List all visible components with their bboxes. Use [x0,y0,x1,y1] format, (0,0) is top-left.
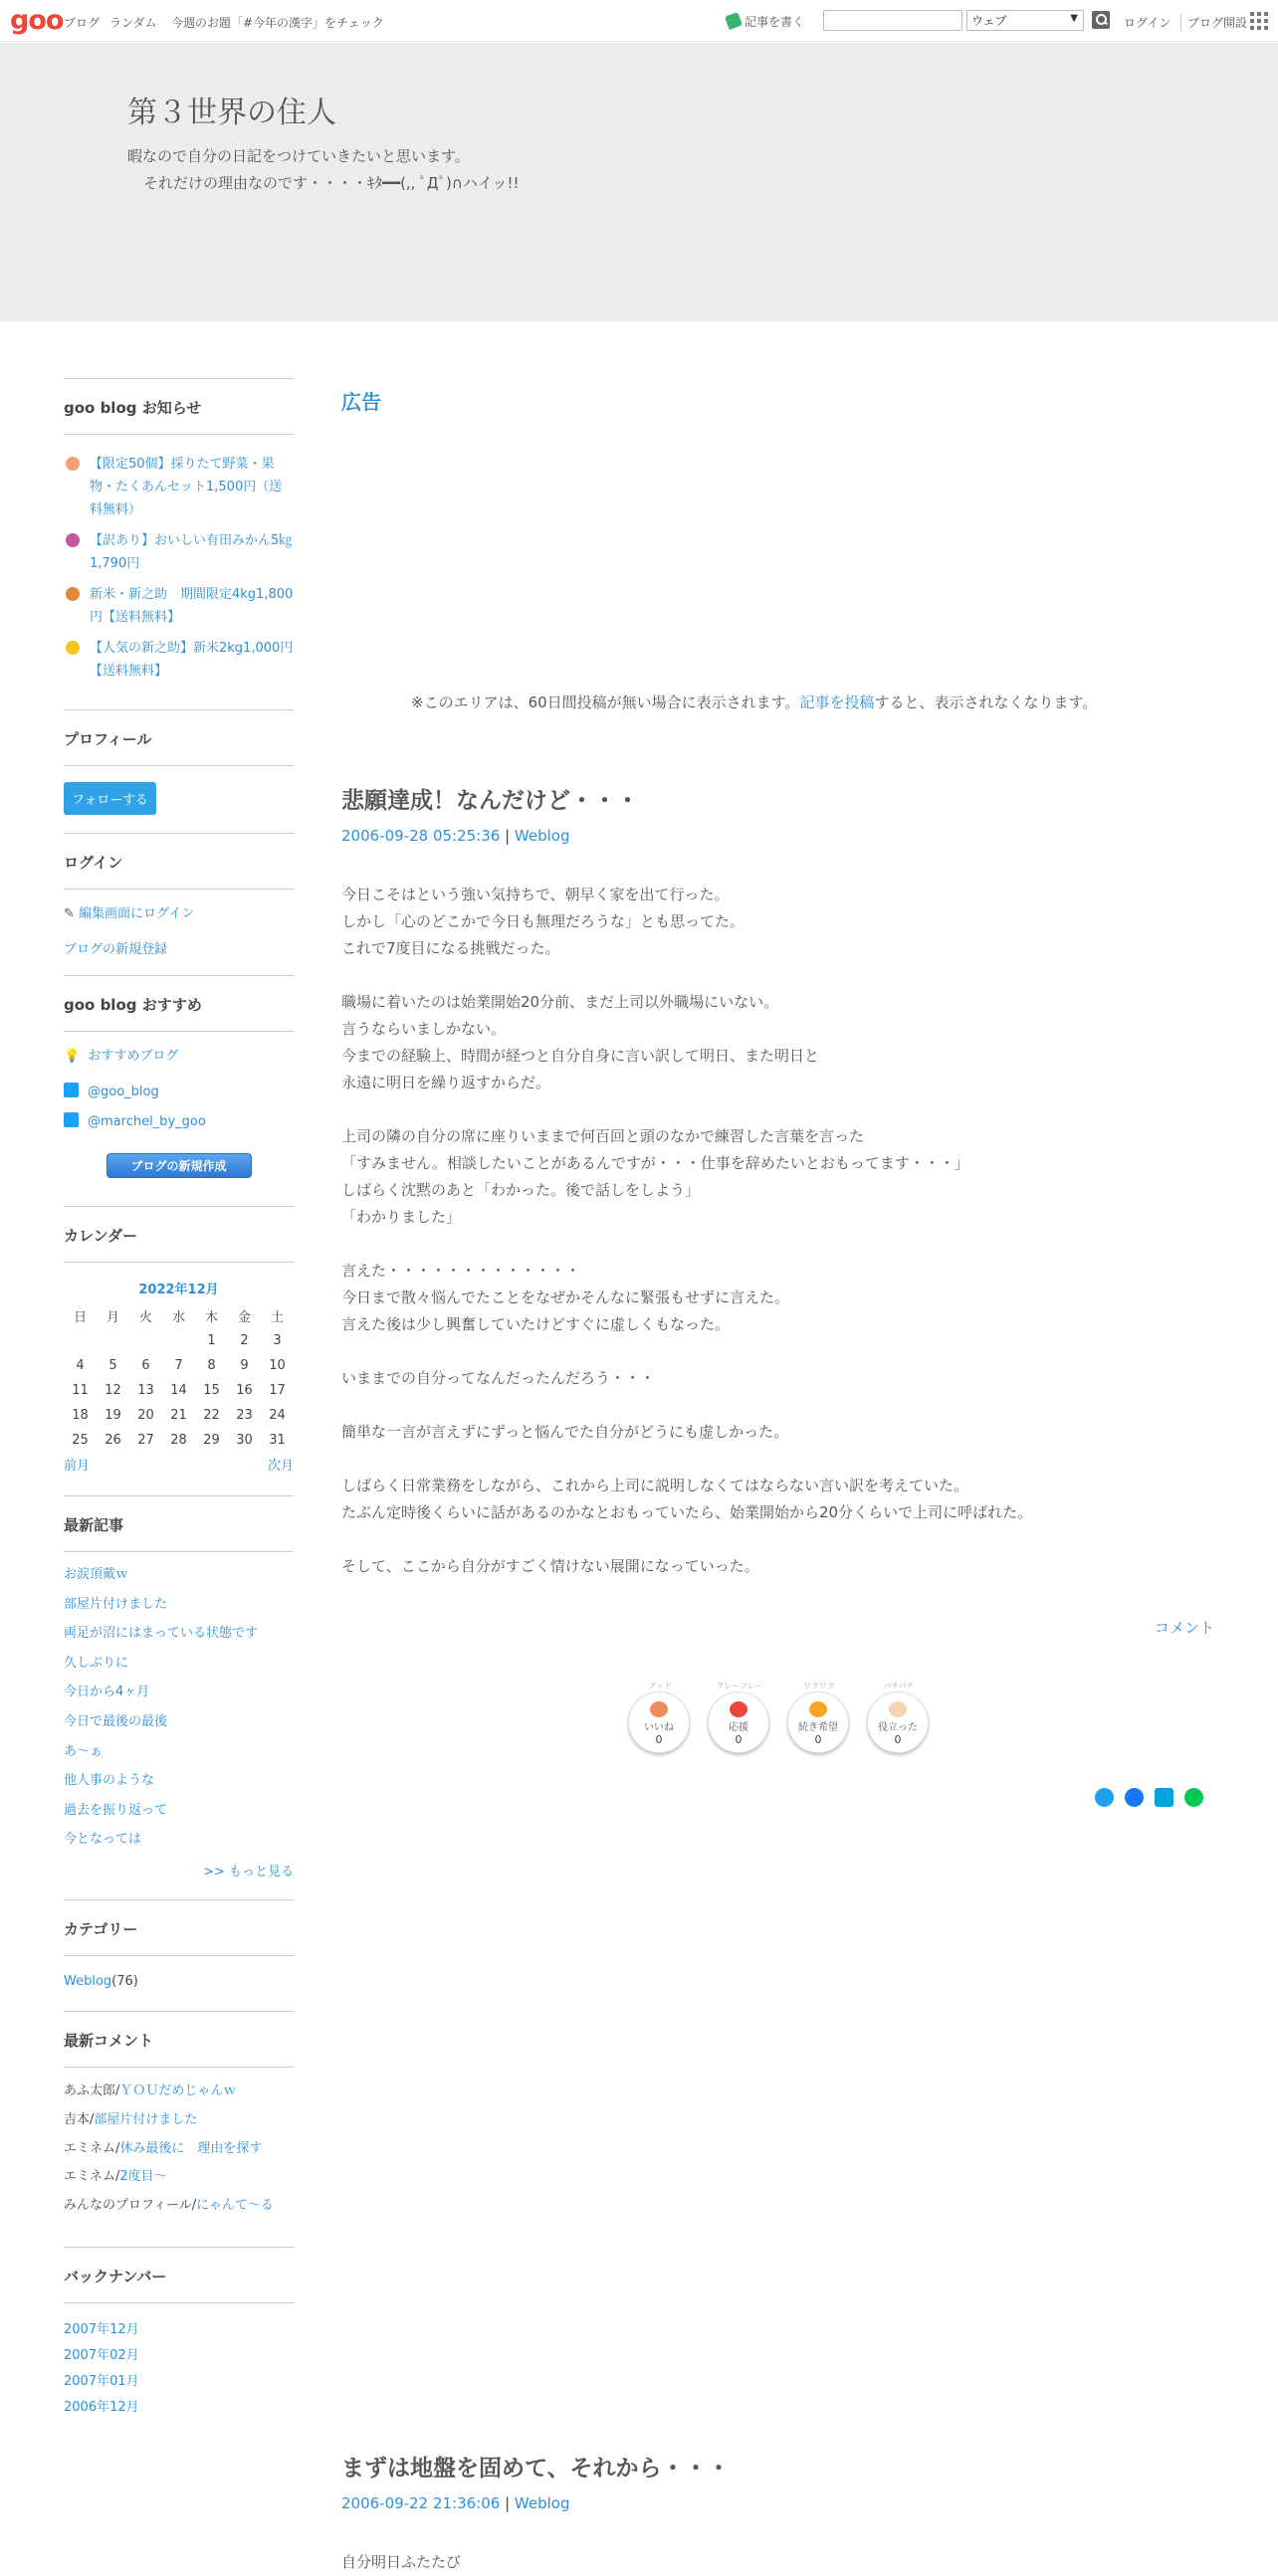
twitter-share-icon[interactable] [1095,1788,1114,1807]
calendar-day [129,1328,162,1353]
recent-article-link[interactable]: 今日で最後の最後 [64,1713,168,1729]
login-link[interactable]: ログイン [1124,16,1172,30]
calendar-day[interactable]: 9 [240,1358,249,1373]
reaction-more-button[interactable]: ワクワク 続き希望 0 [787,1691,849,1753]
calendar-day[interactable]: 27 [137,1433,154,1448]
line-share-icon[interactable] [1184,1788,1203,1807]
calendar-day [162,1328,195,1353]
random-link[interactable]: ランダム [109,16,157,30]
post-line: 永遠に明日を繰り返すからだ。 [341,1074,551,1091]
megaphone-icon [730,1701,747,1717]
backnumber-link[interactable]: 2007年02月 [64,2347,139,2363]
app-grid-icon[interactable] [1250,12,1268,30]
recommend-heading: goo blog おすすめ [64,976,294,1032]
calendar-day[interactable]: 23 [236,1408,253,1423]
calendar-day[interactable]: 21 [170,1408,187,1423]
calendar-day[interactable]: 6 [141,1358,150,1373]
profile-heading: プロフィール [64,710,294,766]
comment-item [64,2192,294,2221]
next-month-link[interactable]: 次月 [267,1459,294,1474]
backnumber-link[interactable]: 2007年01月 [64,2373,139,2389]
excited-face-icon [809,1701,827,1717]
post-1 [341,782,1214,1580]
calendar-day[interactable]: 28 [170,1433,187,1448]
ad-heading: 広告 [341,390,381,414]
goo-logo[interactable]: goo [10,5,64,36]
calendar-day[interactable]: 15 [203,1383,220,1398]
post-line: 言うならいましかない。 [341,1020,507,1038]
comment-item [64,2078,294,2106]
recent-article-link[interactable]: 久しぶりに [64,1655,129,1671]
calendar-day[interactable]: 19 [105,1408,121,1423]
sun-icon [66,641,80,655]
paragraph-gap [341,1096,1214,1123]
lightbulb-icon: 💡 [64,1049,81,1064]
comment-link[interactable]: コメント [1154,1619,1214,1637]
calendar-day[interactable]: 25 [72,1433,89,1448]
calendar-day[interactable]: 26 [105,1433,121,1448]
news-item[interactable]: 新米・新之助 期間限定4kg1,800円【送料無料】 [64,583,294,629]
backnumber-link[interactable]: 2007年12月 [64,2321,139,2337]
clap-icon [889,1701,907,1717]
pen-icon [725,12,743,30]
category-link[interactable]: Weblog [64,1973,112,1989]
dog-icon [66,587,80,601]
comments-heading: 最新コメント [64,2012,294,2068]
blog-title[interactable]: 第３世界の住人 [127,96,336,130]
recent-article-link[interactable]: 両足が沼にはまっている状態です [64,1626,259,1642]
calendar-day[interactable]: 17 [269,1383,286,1398]
news-item[interactable]: 【限定50個】採りたて野菜・果物・たくあんセット1,500円（送料無料） [64,453,294,521]
recent-article-link[interactable]: あ～ぁ [64,1743,104,1759]
reaction-cheer-button[interactable]: グレーフレー 応援 0 [708,1691,769,1753]
comments-section [64,2011,294,2247]
calendar-weekday: 月 [106,1310,119,1325]
login-section [64,833,294,975]
register-link[interactable]: ブログの新規登録 [64,942,168,957]
category-heading: カテゴリー [64,1900,294,1956]
calendar-weekday: 火 [138,1310,152,1325]
calendar-day[interactable]: 12 [105,1383,121,1398]
post-category-link[interactable]: Weblog [514,2494,570,2512]
blog-link[interactable]: ブログ [64,16,101,30]
twitter-goo-blog-link[interactable]: @goo_blog [64,1082,294,1103]
calendar-nav [64,1455,294,1474]
calendar-day[interactable]: 11 [72,1383,89,1398]
calendar-week [64,1378,294,1403]
recent-list [64,1552,294,1855]
comment-article-link[interactable]: にゃんて～る [196,2198,274,2214]
calendar-day[interactable]: 20 [137,1408,154,1423]
post-line: 今日まで散々悩んでたことをなぜかそんなに緊張もせずに言えた。 [341,1288,790,1306]
calendar-day[interactable]: 16 [236,1383,253,1398]
post-title[interactable]: 悲願達成！なんだけど・・・ [341,788,639,814]
post-title[interactable]: まずは地盤を固めて、それから・・・ [341,2456,731,2481]
post-article-link[interactable]: 記事を投稿 [799,694,875,711]
top-bar [0,0,1278,42]
calendar-table [64,1303,294,1453]
post-line: たぶん定時後くらいに話があるのかなとおもっていたら、始業開始から20分くらいで上司に呼ばれた。 [341,1503,1033,1521]
calendar-section [64,1206,294,1474]
post-category-link[interactable]: Weblog [514,827,570,845]
backnumber-link[interactable]: 2006年12月 [64,2399,139,2415]
calendar-week [64,1428,294,1453]
hatena-share-icon[interactable] [1155,1788,1173,1807]
paragraph-gap [341,962,1214,989]
news-item[interactable]: 【訳あり】おいしい有田みかん5㎏1,790円 [64,529,294,575]
calendar-day [97,1328,129,1353]
post-line: 簡単な一言が言えずにずっと悩んでた自分がどうにも虚しかった。 [341,1423,789,1441]
category-section [64,1899,294,2011]
prev-month-link[interactable]: 前月 [64,1459,91,1474]
calendar-day[interactable]: 31 [269,1433,286,1448]
post-line: いままでの自分ってなんだったんだろう・・・ [341,1369,656,1387]
reaction-like-button[interactable]: グッド いいね 0 [628,1691,690,1753]
recent-article-link[interactable]: 部屋片付けました [64,1596,168,1612]
blog-description-2: それだけの理由なのです・・・・ｷﾀ━━(,, ﾟДﾟ)∩ハイッ!! [143,174,520,192]
post-date[interactable]: 2006-09-28 05:25:36 [341,827,501,845]
calendar-day[interactable]: 29 [203,1433,220,1448]
post-2 [341,2450,1214,2576]
thumbs-up-icon [650,1701,668,1717]
comment-author: 吉本/ [64,2111,95,2127]
post-meta: 2006-09-22 21:36:06 | Weblog [341,2494,570,2512]
calendar-week [64,1328,294,1353]
recent-article-link[interactable]: お涙頂戴ｗ [64,1567,129,1582]
edit-login-link[interactable]: ✎ 編集画面にログイン [64,906,195,921]
blog-header [0,43,1278,321]
music-note-icon [66,533,80,547]
search-scope-value: ウェブ [971,14,1007,28]
post-line: しかし「心のどこかで今日も無理だろうな」とも思ってた。 [341,912,746,930]
calendar-day[interactable]: 18 [72,1408,89,1423]
category-item [64,1956,294,2011]
calendar-day[interactable]: 22 [203,1408,220,1423]
calendar-day[interactable]: 14 [170,1383,187,1398]
news-section [64,378,294,683]
comment-item [64,2106,294,2135]
post-line: そして、ここから自分がすごく情けない展開になっていった。 [341,1557,759,1575]
calendar-weekday: 金 [237,1310,251,1325]
calendar-weekday: 木 [204,1310,218,1325]
calendar-day[interactable]: 1 [207,1333,216,1348]
recommend-blog-link[interactable]: 💡 おすすめブログ [64,1049,179,1064]
new-blog-button[interactable]: ブログの新規作成 [106,1153,252,1178]
recent-article-link[interactable]: 今日から4ヶ月 [64,1684,150,1700]
post-line: 職場に着いたのは始業開始20分前、まだ上司以外職場にいない。 [341,993,779,1011]
login-heading: ログイン [64,834,294,890]
comment-article-link[interactable]: ＹＯＵだめじゃんｗ [119,2082,237,2098]
backnumber-list [64,2303,294,2421]
calendar-day[interactable]: 5 [108,1358,117,1373]
calendar-day[interactable]: 24 [269,1408,286,1423]
recent-article-link[interactable]: 今となっては [64,1832,142,1848]
calendar-day[interactable]: 13 [137,1383,154,1398]
ad-note: ※このエリアは、60日間投稿が無い場合に表示されます。記事を投稿すると、表示されなくなります。 [411,694,1098,711]
paragraph-gap [341,1338,1214,1365]
recent-heading: 最新記事 [64,1496,294,1552]
search-input[interactable] [823,10,962,31]
open-blog-link[interactable]: ブログ開設 [1180,14,1247,31]
follow-button[interactable]: フォローする [64,782,156,815]
comment-item [64,2163,294,2192]
weekly-theme-link[interactable]: 今週のお題「#今年の漢字」をチェック [171,16,384,30]
chevron-down-icon: ▼ [1070,13,1078,24]
comment-author: エミネム/ [64,2169,120,2185]
calendar-week [64,1353,294,1378]
sidebar [64,378,294,2421]
post-line: 今までの経験上、時間が経つと自分自身に言い訳して明日、また明日と [341,1047,820,1065]
backnumber-section [64,2247,294,2421]
calendar-weekday: 水 [171,1310,185,1325]
news-item[interactable]: 【人気の新之助】新米2kg1,000円【送料無料】 [64,637,294,683]
post-line: 上司の隣の自分の席に座りいままで何百回と頭のなかで練習した言葉を言った [341,1127,865,1145]
more-link[interactable]: >> もっと見る [203,1864,294,1880]
recent-article-link[interactable]: 過去を振り返って [64,1802,168,1818]
category-count: (76) [111,1973,138,1989]
write-article-label: 記事を書く [745,15,805,29]
calendar-day[interactable]: 8 [207,1358,216,1373]
profile-section [64,709,294,833]
calendar-day[interactable]: 30 [236,1433,253,1448]
blog-description: 暇なので自分の日記をつけていきたいと思います。 [127,147,470,165]
comment-article-link[interactable]: 部屋片付けました [94,2111,198,2127]
comment-author: あふ太郎/ [64,2082,120,2098]
paragraph-gap [341,1231,1214,1258]
calendar-weekday: 日 [73,1310,87,1325]
post-line: 言えた・・・・・・・・・・・・・ [341,1262,581,1280]
comments-list [64,2068,294,2247]
post-body: 自分明日ふたたび [341,2553,462,2571]
news-list [64,435,294,683]
post-line: しばらく日常業務をしながら、これから上司に説明しなくてはならない言い訳を考えていた。 [341,1477,969,1494]
search-scope-select[interactable] [966,10,1084,31]
calendar-day[interactable]: 7 [174,1358,183,1373]
post-line: 「すみません。相談したいことがあるんですが・・・仕事を辞めたいとおもってます・・・」 [341,1154,969,1172]
paragraph-gap [341,1446,1214,1473]
calendar-weekday: 土 [270,1310,284,1325]
news-heading: goo blog お知らせ [64,379,294,435]
calendar-month[interactable]: 2022年12月 [138,1283,219,1297]
post-line: これで7度目になる挑戦だった。 [341,939,560,957]
post-body [341,882,1214,1580]
recent-section [64,1495,294,1880]
twitter-marchel-link[interactable]: @marchel_by_goo [64,1111,294,1133]
calendar-week [64,1403,294,1428]
calendar-day [64,1328,97,1353]
calendar-heading: カレンダー [64,1207,294,1263]
comment-author: みんなのプロフィール/ [64,2198,197,2214]
write-article-link[interactable] [727,13,804,30]
post-line: 「わかりました」 [341,1208,462,1226]
pencil-icon: ✎ [64,906,80,921]
twitter-icon [64,1083,79,1097]
twitter-icon [64,1112,79,1127]
post-date[interactable]: 2006-09-22 21:36:06 [341,2494,501,2512]
calendar-day[interactable]: 10 [269,1358,286,1373]
post-line: 今日こそはという強い気持ちで、朝早く家を出て行った。 [341,886,730,903]
vegetable-icon [66,457,80,471]
recent-article-link[interactable]: 他人事のような [64,1773,155,1789]
paragraph-gap [341,1392,1214,1419]
paragraph-gap [341,1526,1214,1553]
recommend-section [64,975,294,1198]
post-meta: 2006-09-28 05:25:36 | Weblog [341,827,570,845]
calendar-day[interactable]: 2 [240,1333,249,1348]
backnumber-heading: バックナンバー [64,2248,294,2303]
comment-item [64,2135,294,2164]
search-button[interactable] [1092,11,1110,29]
reaction-helpful-button[interactable]: パチパチ 役立った 0 [867,1691,929,1753]
comment-article-link[interactable]: 2度目～ [119,2169,167,2185]
calendar-day[interactable]: 4 [76,1358,85,1373]
post-line: しばらく沈黙のあと「わかった。後で話しをしよう」 [341,1181,701,1199]
post-line: 言えた後は少し興奮していたけどすぐに虚しくもなった。 [341,1315,731,1333]
comment-author: エミネム/ [64,2140,120,2156]
calendar-day[interactable]: 3 [273,1333,282,1348]
comment-article-link[interactable]: 休み最後に 理由を探す [119,2140,263,2156]
facebook-share-icon[interactable] [1125,1788,1144,1807]
